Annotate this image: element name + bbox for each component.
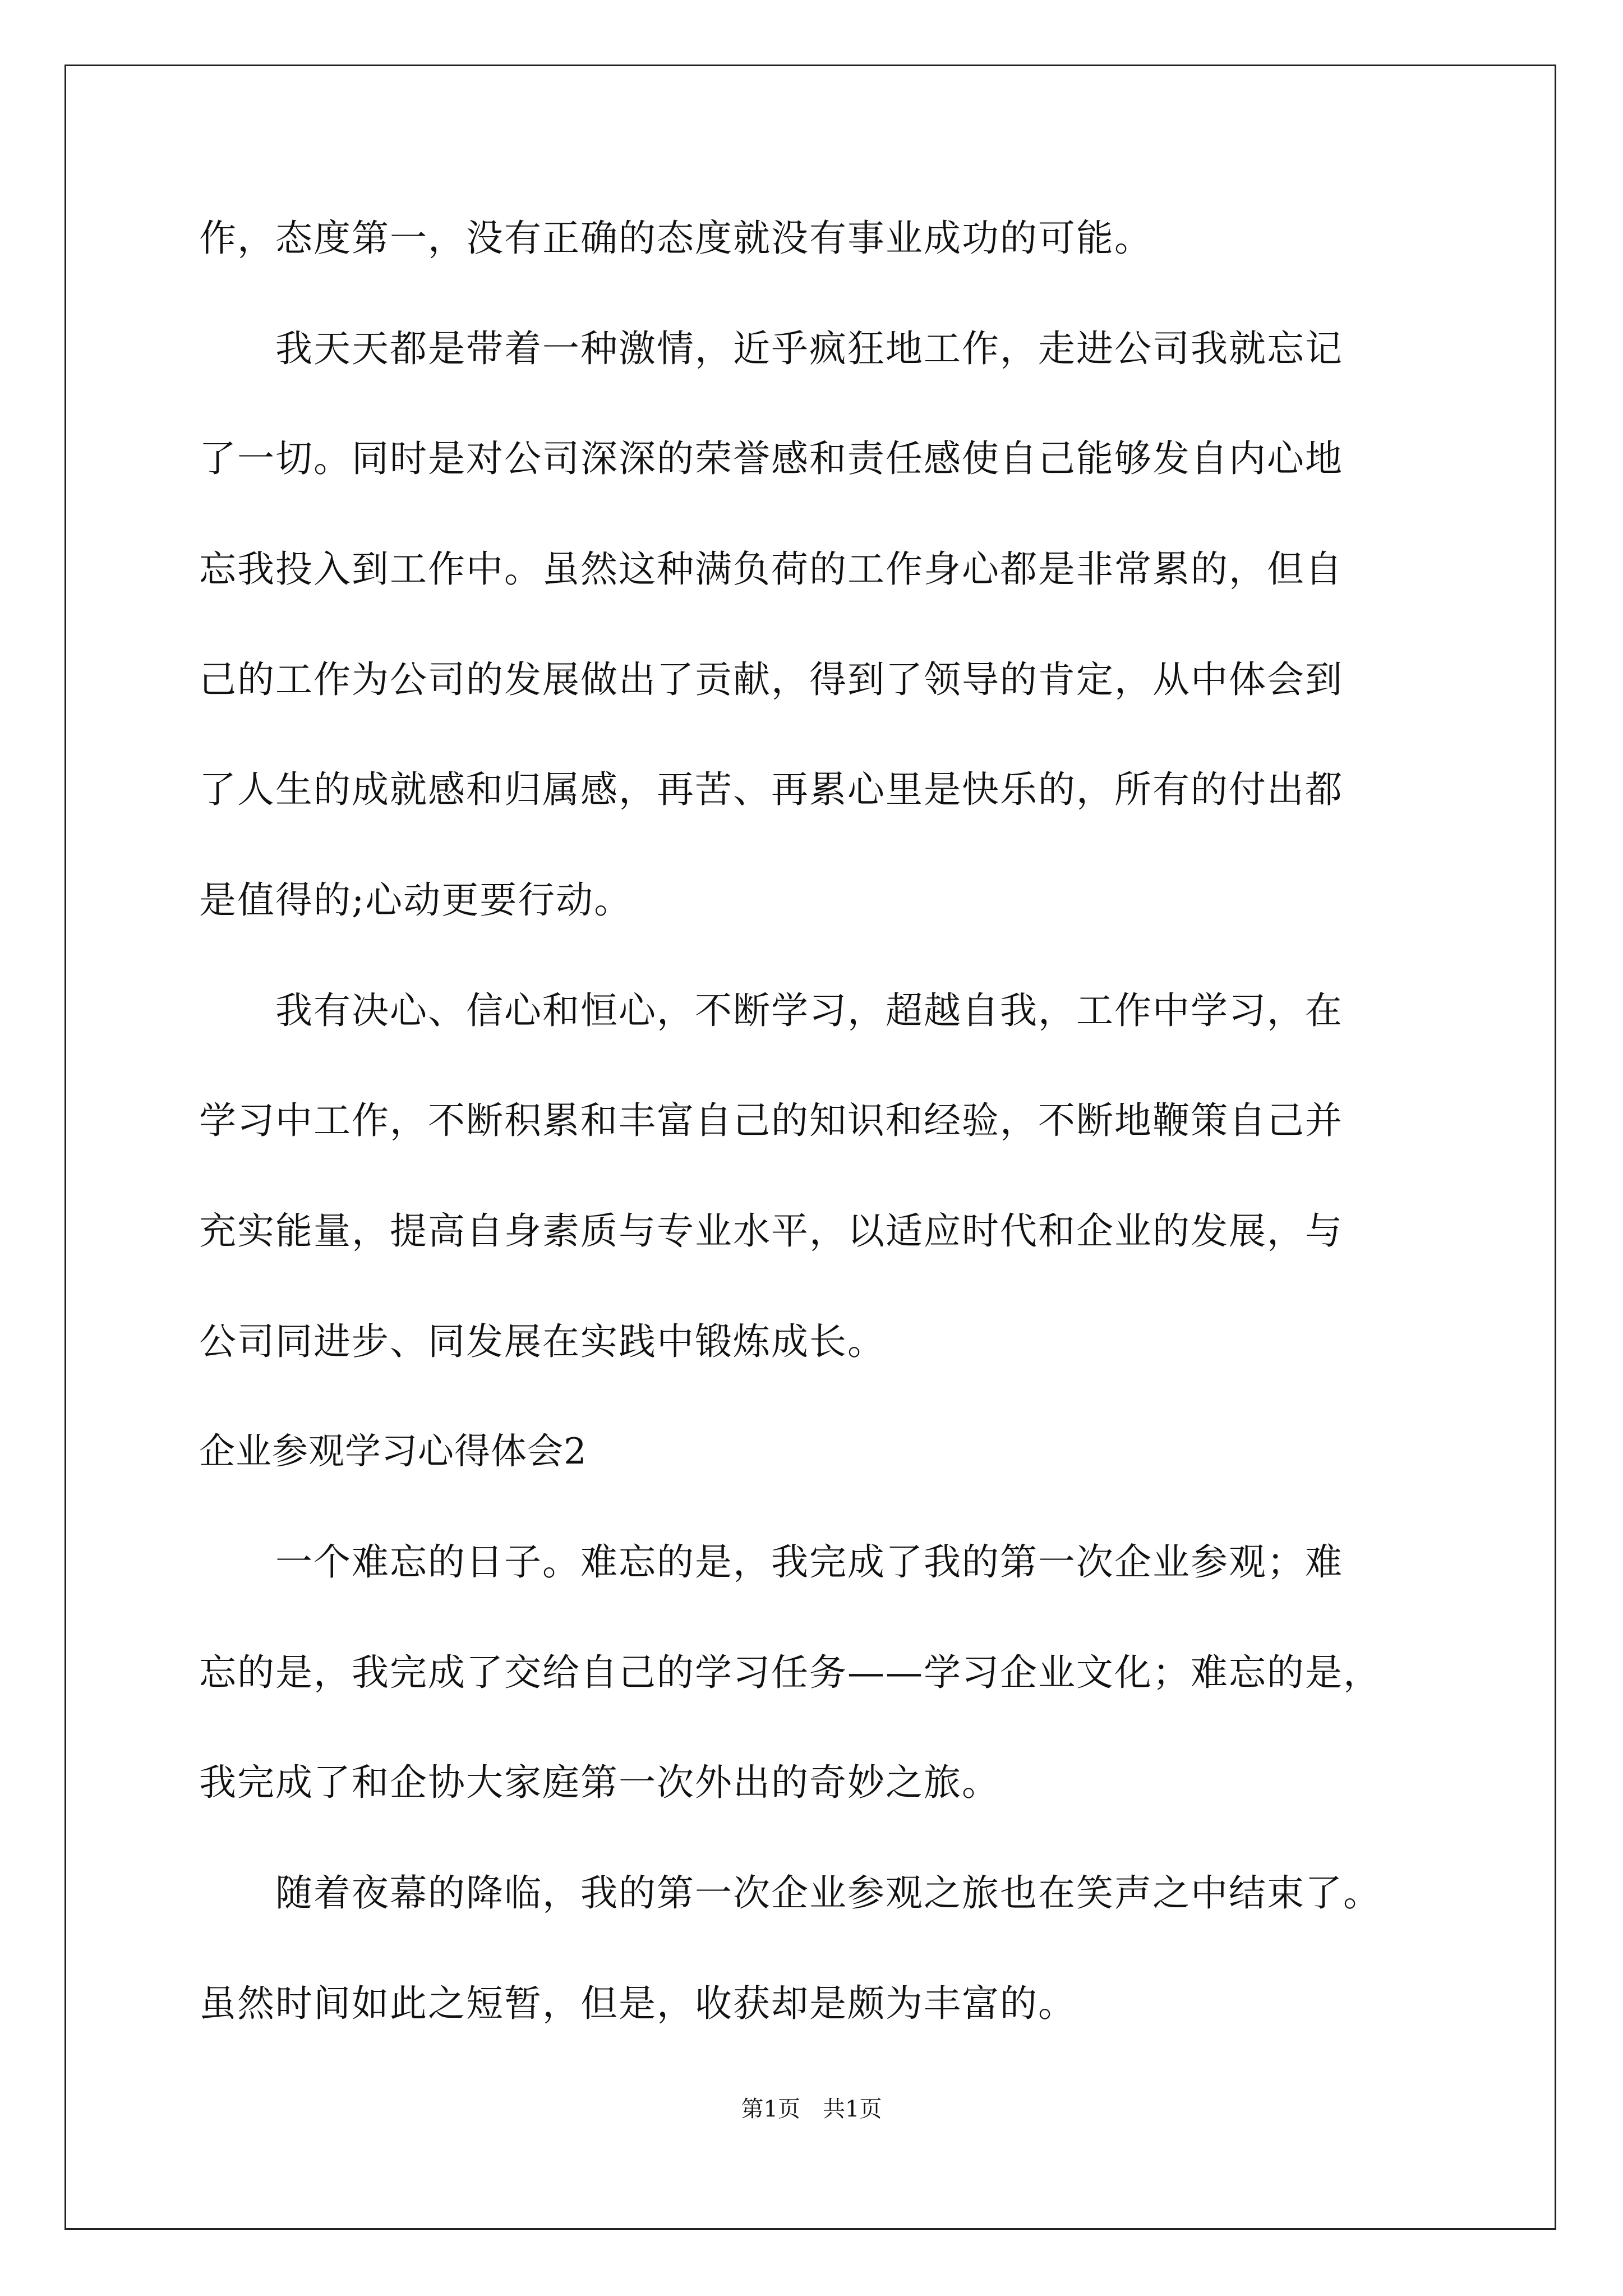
text-line-13: 一个难忘的日子。难忘的是，我完成了我的第一次企业参观；难	[199, 1540, 1343, 1584]
page-footer	[0, 2095, 1623, 2123]
text-line-3: 了一切。同时是对公司深深的荣誉感和责任感使自己能够发自内心地	[199, 437, 1343, 480]
text-line-8: 我有决心、信心和恒心，不断学习，超越自我，工作中学习，在	[199, 989, 1343, 1032]
text-line-10: 充实能量，提高自身素质与专业水平，以适应时代和企业的发展，与	[199, 1209, 1343, 1253]
text-line-17: 虽然时间如此之短暂，但是，收获却是颇为丰富的。	[199, 1982, 1076, 2025]
text-line-9: 学习中工作，不断积累和丰富自己的知识和经验，不断地鞭策自己并	[199, 1099, 1343, 1142]
text-line-4: 忘我投入到工作中。虽然这种满负荷的工作身心都是非常累的，但自	[199, 547, 1343, 591]
text-line-15: 我完成了和企协大家庭第一次外出的奇妙之旅。	[199, 1761, 1000, 1804]
section-heading: 企业参观学习心得体会2	[199, 1431, 587, 1473]
page-total: 共1页	[823, 2096, 882, 2122]
text-line-6: 了人生的成就感和归属感，再苦、再累心里是快乐的，所有的付出都	[199, 768, 1343, 811]
text-line-1: 作，态度第一，没有正确的态度就没有事业成功的可能。	[199, 217, 1152, 260]
text-line-14: 忘的是，我完成了交给自己的学习任务——学习企业文化；难忘的是，	[199, 1651, 1381, 1694]
page-number: 第1页	[741, 2096, 800, 2122]
text-line-5: 己的工作为公司的发展做出了贡献，得到了领导的肯定，从中体会到	[199, 658, 1343, 701]
text-line-11: 公司同进步、同发展在实践中锻炼成长。	[199, 1320, 886, 1363]
text-line-16: 随着夜幕的降临，我的第一次企业参观之旅也在笑声之中结束了。	[199, 1871, 1381, 1915]
text-line-2: 我天天都是带着一种激情，近乎疯狂地工作，走进公司我就忘记	[199, 327, 1343, 370]
text-line-7: 是值得的;心动更要行动。	[199, 878, 633, 922]
